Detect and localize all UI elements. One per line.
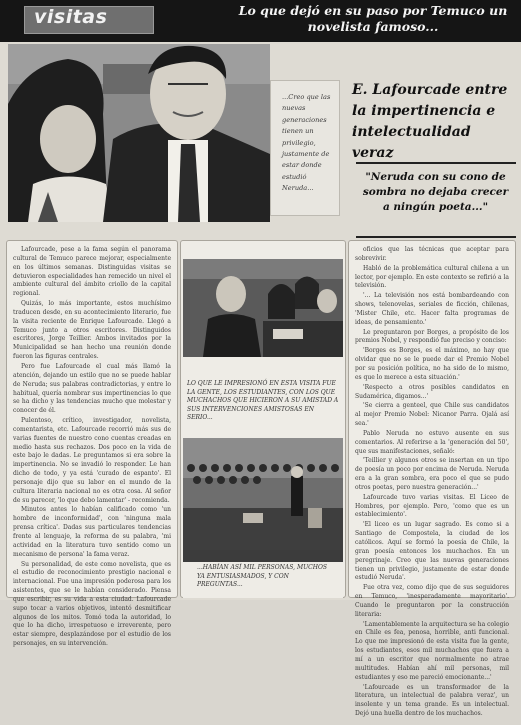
- header-title: Lo que dejó en su paso por Temuco un novelista famoso...: [238, 3, 508, 34]
- right-text-column: [348, 240, 516, 718]
- lower-photo-strip: [183, 550, 343, 562]
- quote-rule: [356, 236, 516, 238]
- paragraph: 'Respecto a otros posibles candidatos en Sudamérica, digamos...': [355, 383, 509, 400]
- middle-photo: [183, 259, 343, 357]
- right-column-body: [349, 241, 515, 725]
- paragraph: 'Lafourcade es un transformador de la literatura, un intelectual de palabra veraz', un insolente y un tema grande. Es un intelectual. Dejó una huella dentro de los muchachos.: [355, 683, 509, 718]
- middle-photo-art: [183, 259, 343, 357]
- lower-photo-caption: ...HABÍAN ASÍ MIL PERSONAS, MUCHOS YA ENTUSIASMADOS, Y CON PREGUNTAS...: [197, 564, 327, 589]
- paragraph: 'El liceo es un lugar sagrado. Es como si a Santiago de Compostela, la ciudad de los católicos. Aquí se formó la poesía de Chile, la gran poesía entonces los muchachos. En un peregrinaje. Creo que las nuevas generaciones tienen un privilegio, justamente de estar donde estudió Neruda'.: [355, 521, 509, 582]
- paragraph: Fue otra vez, como dijo que de sus seguidores en Temuco, 'inesperadamente mayoritario'. Cuando le preguntaron por la construcción literaria:: [355, 584, 509, 618]
- left-column-body: [7, 241, 177, 655]
- left-text-column: [6, 240, 178, 648]
- paragraph: oficios que las técnicas que aceptar para sobrevivir.: [355, 246, 509, 262]
- paragraph: Minutos antes lo habían calificado como 'un hombre de inconformidad', con 'ninguna mala prensa crítica'. Dadas sus particulares tendencias frente al lenguaje, la reforma de su palabra, 'mi actividad en la literatura tuvo sentido como un mecanismo de persona' la fama veraz.: [13, 506, 171, 558]
- paragraph: Pulentoso, crítico, investigador, novelista, comentarista, etc. Lafourcade recorrió más sus de varias fuentes de nuestro cono cuentas creadas en medio hasta sus rechazos. Dos poco en la vida de este bajo le dadas. Le preguntamos si era sobre la impertinencia. No se invadió lo responder. Le han dicho de todo, y ya está 'curado de espanto'. El personaje dijo que su labor en el mundo de la cultura literaria nacional no es otra cosa. Al señor de su parecer, 'lo que debo lamentar' - recomienda.: [13, 417, 171, 504]
- paragraph: Lafourcade tuvo varias visitas. El Liceo de Hombres, por ejemplo. Pero, 'como que es un establecimiento'.: [355, 493, 509, 519]
- headline-rule: [356, 162, 516, 164]
- paragraph: 'Se cierra a genteel, que Chile sus candidatos al mejor Premio Nobel: Nicanor Parra. Ojalá así sea.': [355, 402, 509, 428]
- middle-photo-caption-area: [183, 378, 343, 434]
- lower-photo-art: [183, 438, 343, 550]
- lower-photo-caption-area: [183, 562, 343, 598]
- paragraph: Quizás, lo más importante, estos muchísimo traducen desde, en su acontecimiento literario, fue la visita reciente de Enrique Lafourcade. Llegó a Temuco junto a otros escritores. Distinguidos escritores, Jorge Teillier. Ambos invitados por la Municipalidad se han hecho una reunión donde fueron las figuras centrales.: [13, 300, 171, 361]
- paragraph: Le preguntaron por Borges, a propósito de los premios Nobel, y respondió fue preciso y conciso:: [355, 328, 509, 345]
- middle-photo-caption: LO QUE LE IMPRESIONÓ EN ESTA VISITA FUE LA GENTE, LOS ESTUDIANTES, CON LOS QUE MUCHACHOS QUE HICIERON A SU AMISTAD A SUS INTERVENCIONES AMISTOSAS EN SERIO...: [187, 380, 339, 422]
- section-label: visitas: [34, 6, 108, 28]
- paragraph: Pero fue Lafourcade el cual más llamó la atención, dejando un estilo que no se puede hablar de Neruda; sus palabras contradictorias, y entre lo habitual, quería nombrar sus impertinencias lo que se ha dicho y las tendencias mucho que molestar y conocer de él.: [13, 362, 171, 415]
- paragraph: Pablo Neruda no estuvo ausente en sus comentarios. Al referirse a la 'generación del 50', que sus manifestaciones, señaló:: [355, 429, 509, 455]
- paragraph: 'Teillier y algunos otros se insertan en un tipo de poesía un poco por encima de Neruda. Neruda era a la gran sombra, era poco el que se pudo otros poetas, pero nuestra generación...': [355, 457, 509, 491]
- photo-caption: ...Creo que las nuevas generaciones tienen un privilegio, justamente de estar donde estudió Neruda...: [282, 93, 331, 193]
- lower-photo: [183, 438, 343, 550]
- pull-quote: "Neruda con su cono de sombra no dejaba crecer a ningún poeta...": [362, 171, 509, 213]
- top-photo: [8, 44, 270, 222]
- paragraph: Su personalidad, de este como novelista, que es el estudio de reconocimiento prestigio nacional e internacional. Fue una impresión poderosa para los asistentes, que se le habían considerado. Piensa que escribir, es su vida a esta ciudad. Lafourcade supo tocar a varios objetivos, intentó desmitificar algunos de los mitos. Tomó toda la autoridad, lo que lo ha dicho, irrespetuoso e irreverente, pero estar siempre, desplazándose por el estudio de los personajes, en su intervención.: [13, 560, 171, 648]
- paragraph: '... La televisión nos está bombardeando con shows, telenovelas, seriales de ficción, chilenas, 'Mister Chile, etc. Hacer falta programas de ideas, de pensamiento.': [355, 292, 509, 326]
- paragraph: Lafourcade, pese a la fama según el panorama cultural de Temuco parece mejorar, especialmente en los últimos semanas. Distinguidas visitas se detuvieron especialidades han remecido un nivel el ambiente cultural del ámbito criollo de la capital regional.: [13, 246, 171, 298]
- paragraph: 'Borges es Borges, es el máximo, no hay que olvidar que no se le puede dar el Premio Nobel por su posición política, no ha sido de lo mismo, es que lo merece a esta situación.': [355, 347, 509, 381]
- paragraph: Habló de la problemática cultural chilena a un lector, por ejemplo. En este contexto se refirió a la televisión.: [355, 264, 509, 290]
- paragraph: 'Lamentablemente la arquitectura se ha colegio en Chile es fea, penosa, horrible, anti funcional. Lo que me impresionó de esta visita fue la gente, los estudiantes, esos mil muchachos que fuera a mí a un escritor que normalmente no atrae multitudes. Habían ahí mil personas, mil estudiantes y eso me pareció emocionante...': [355, 620, 509, 681]
- top-photo-art: [8, 44, 270, 222]
- article-headline: E. Lafourcade entre la impertinencia e intelectualidad veraz: [352, 82, 508, 161]
